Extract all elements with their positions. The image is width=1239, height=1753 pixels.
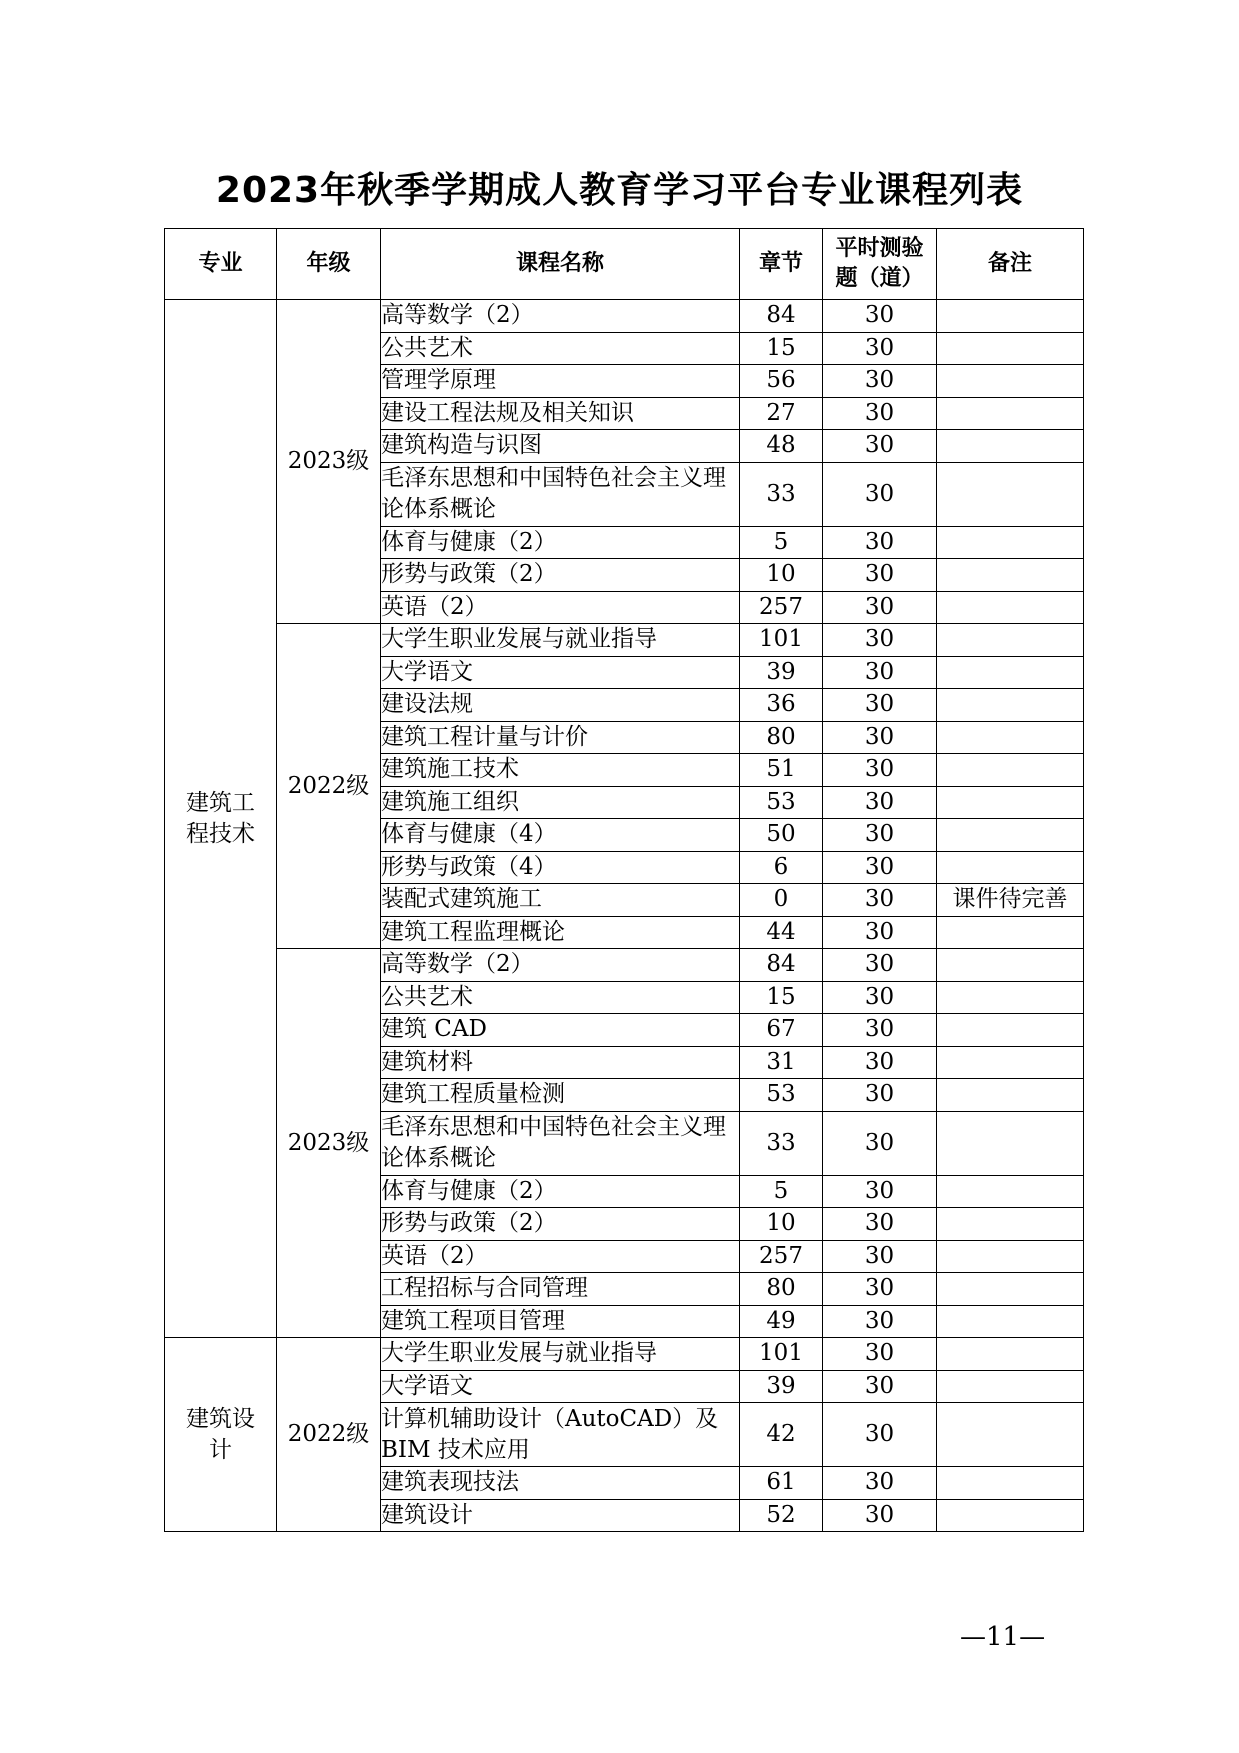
quiz-count: 30: [823, 526, 937, 559]
note-cell: [937, 1370, 1084, 1403]
chapter-count: 36: [740, 689, 823, 722]
note-cell: [937, 430, 1084, 463]
quiz-count: 30: [823, 949, 937, 982]
page-title: 2023年秋季学期成人教育学习平台专业课程列表: [215, 170, 1024, 211]
course-name: 公共艺术: [381, 981, 740, 1014]
course-name: 建筑施工技术: [381, 754, 740, 787]
course-name: 建筑工程质量检测: [381, 1079, 740, 1112]
quiz-count: 30: [823, 1175, 937, 1208]
chapter-count: 27: [740, 397, 823, 430]
quiz-count: 30: [823, 1305, 937, 1338]
chapter-count: 101: [740, 624, 823, 657]
chapter-count: 0: [740, 884, 823, 917]
grade-cell: 2022级: [277, 624, 381, 949]
table-row: [165, 624, 1084, 657]
quiz-count: 30: [823, 656, 937, 689]
course-name: 计算机辅助设计（AutoCAD）及BIM 技术应用: [381, 1403, 740, 1467]
note-cell: 课件待完善: [937, 884, 1084, 917]
note-cell: [937, 1467, 1084, 1500]
quiz-count: 30: [823, 981, 937, 1014]
chapter-count: 101: [740, 1338, 823, 1371]
chapter-count: 53: [740, 786, 823, 819]
major-cell-architecture-engineering: [165, 300, 277, 1338]
course-name: 大学语文: [381, 656, 740, 689]
note-cell: [937, 591, 1084, 624]
major-name-line2: 计: [209, 1436, 232, 1463]
chapter-count: 5: [740, 526, 823, 559]
table-row: [165, 300, 1084, 333]
chapter-count: 49: [740, 1305, 823, 1338]
table-header-row: [165, 229, 1084, 300]
note-cell: [937, 559, 1084, 592]
note-cell: [937, 1273, 1084, 1306]
note-cell: [937, 300, 1084, 333]
note-cell: [937, 1403, 1084, 1467]
note-cell: [937, 981, 1084, 1014]
quiz-count: 30: [823, 300, 937, 333]
course-name: 建筑工程计量与计价: [381, 721, 740, 754]
quiz-count: 30: [823, 754, 937, 787]
major-cell-architecture-design: [165, 1338, 277, 1532]
note-cell: [937, 1338, 1084, 1371]
chapter-count: 257: [740, 591, 823, 624]
quiz-count: 30: [823, 559, 937, 592]
course-name: 大学生职业发展与就业指导: [381, 1338, 740, 1371]
quiz-count: 30: [823, 1467, 937, 1500]
chapter-count: 15: [740, 332, 823, 365]
note-cell: [937, 1111, 1084, 1175]
major-name-line1: 建筑工: [186, 789, 255, 816]
header-quiz: [823, 229, 937, 300]
note-cell: [937, 462, 1084, 526]
grade-cell: 2023级: [277, 949, 381, 1338]
note-cell: [937, 526, 1084, 559]
course-name: 体育与健康（4）: [381, 819, 740, 852]
quiz-count: 30: [823, 721, 937, 754]
quiz-count: 30: [823, 462, 937, 526]
course-table: [164, 228, 1084, 1532]
table-row: [165, 949, 1084, 982]
quiz-count: 30: [823, 1499, 937, 1532]
course-name: 装配式建筑施工: [381, 884, 740, 917]
chapter-count: 56: [740, 365, 823, 398]
chapter-count: 51: [740, 754, 823, 787]
header-chapters: 章节: [740, 229, 823, 300]
quiz-count: 30: [823, 365, 937, 398]
course-name: 高等数学（2）: [381, 949, 740, 982]
chapter-count: 67: [740, 1014, 823, 1047]
note-cell: [937, 1240, 1084, 1273]
note-cell: [937, 1499, 1084, 1532]
chapter-count: 42: [740, 1403, 823, 1467]
quiz-count: 30: [823, 1014, 937, 1047]
chapter-count: 50: [740, 819, 823, 852]
note-cell: [937, 656, 1084, 689]
course-name: 体育与健康（2）: [381, 1175, 740, 1208]
header-note: 备注: [937, 229, 1084, 300]
chapter-count: 6: [740, 851, 823, 884]
note-cell: [937, 721, 1084, 754]
course-name: 建筑设计: [381, 1499, 740, 1532]
grade-cell: 2023级: [277, 300, 381, 624]
quiz-count: 30: [823, 1079, 937, 1112]
quiz-count: 30: [823, 689, 937, 722]
course-name: 建筑工程监理概论: [381, 916, 740, 949]
table-row: [165, 1338, 1084, 1371]
course-name: 英语（2）: [381, 591, 740, 624]
course-name: 公共艺术: [381, 332, 740, 365]
grade-cell: 2022级: [277, 1338, 381, 1532]
course-name: 英语（2）: [381, 1240, 740, 1273]
course-name: 大学生职业发展与就业指导: [381, 624, 740, 657]
quiz-count: 30: [823, 397, 937, 430]
chapter-count: 80: [740, 721, 823, 754]
note-cell: [937, 1305, 1084, 1338]
quiz-count: 30: [823, 1370, 937, 1403]
quiz-count: 30: [823, 786, 937, 819]
header-grade: 年级: [277, 229, 381, 300]
course-name: 建筑材料: [381, 1046, 740, 1079]
note-cell: [937, 365, 1084, 398]
quiz-count: 30: [823, 332, 937, 365]
quiz-count: 30: [823, 1338, 937, 1371]
chapter-count: 80: [740, 1273, 823, 1306]
chapter-count: 33: [740, 462, 823, 526]
quiz-count: 30: [823, 1403, 937, 1467]
note-cell: [937, 397, 1084, 430]
note-cell: [937, 916, 1084, 949]
note-cell: [937, 1079, 1084, 1112]
quiz-count: 30: [823, 1111, 937, 1175]
quiz-count: 30: [823, 1046, 937, 1079]
page-number: —11—: [960, 1622, 1046, 1652]
chapter-count: 61: [740, 1467, 823, 1500]
quiz-count: 30: [823, 916, 937, 949]
chapter-count: 33: [740, 1111, 823, 1175]
note-cell: [937, 689, 1084, 722]
note-cell: [937, 1014, 1084, 1047]
course-name: 工程招标与合同管理: [381, 1273, 740, 1306]
course-name: 建筑 CAD: [381, 1014, 740, 1047]
course-name: 管理学原理: [381, 365, 740, 398]
chapter-count: 31: [740, 1046, 823, 1079]
quiz-count: 30: [823, 430, 937, 463]
note-cell: [937, 819, 1084, 852]
course-name: 毛泽东思想和中国特色社会主义理论体系概论: [381, 462, 740, 526]
header-course: 课程名称: [381, 229, 740, 300]
note-cell: [937, 1046, 1084, 1079]
chapter-count: 84: [740, 949, 823, 982]
header-quiz-line1: 平时测验: [835, 236, 924, 261]
course-name: 建筑表现技法: [381, 1467, 740, 1500]
quiz-count: 30: [823, 851, 937, 884]
quiz-count: 30: [823, 1208, 937, 1241]
course-name: 形势与政策（2）: [381, 1208, 740, 1241]
chapter-count: 10: [740, 559, 823, 592]
course-name: 体育与健康（2）: [381, 526, 740, 559]
chapter-count: 39: [740, 656, 823, 689]
quiz-count: 30: [823, 819, 937, 852]
course-name: 形势与政策（2）: [381, 559, 740, 592]
chapter-count: 10: [740, 1208, 823, 1241]
course-name: 建筑构造与识图: [381, 430, 740, 463]
note-cell: [937, 754, 1084, 787]
note-cell: [937, 1175, 1084, 1208]
chapter-count: 39: [740, 1370, 823, 1403]
course-name: 建设法规: [381, 689, 740, 722]
header-quiz-line2: 题（道）: [835, 266, 924, 291]
note-cell: [937, 949, 1084, 982]
quiz-count: 30: [823, 624, 937, 657]
course-name: 建筑工程项目管理: [381, 1305, 740, 1338]
course-name: 建筑施工组织: [381, 786, 740, 819]
chapter-count: 52: [740, 1499, 823, 1532]
chapter-count: 257: [740, 1240, 823, 1273]
quiz-count: 30: [823, 1273, 937, 1306]
course-name: 毛泽东思想和中国特色社会主义理论体系概论: [381, 1111, 740, 1175]
note-cell: [937, 332, 1084, 365]
major-name-line1: 建筑设: [186, 1405, 255, 1432]
note-cell: [937, 624, 1084, 657]
course-name: 大学语文: [381, 1370, 740, 1403]
chapter-count: 44: [740, 916, 823, 949]
note-cell: [937, 1208, 1084, 1241]
course-name: 形势与政策（4）: [381, 851, 740, 884]
chapter-count: 15: [740, 981, 823, 1014]
header-major: 专业: [165, 229, 277, 300]
chapter-count: 5: [740, 1175, 823, 1208]
chapter-count: 48: [740, 430, 823, 463]
note-cell: [937, 851, 1084, 884]
chapter-count: 84: [740, 300, 823, 333]
quiz-count: 30: [823, 884, 937, 917]
quiz-count: 30: [823, 1240, 937, 1273]
quiz-count: 30: [823, 591, 937, 624]
note-cell: [937, 786, 1084, 819]
course-name: 高等数学（2）: [381, 300, 740, 333]
chapter-count: 53: [740, 1079, 823, 1112]
major-name-line2: 程技术: [186, 820, 255, 847]
course-name: 建设工程法规及相关知识: [381, 397, 740, 430]
